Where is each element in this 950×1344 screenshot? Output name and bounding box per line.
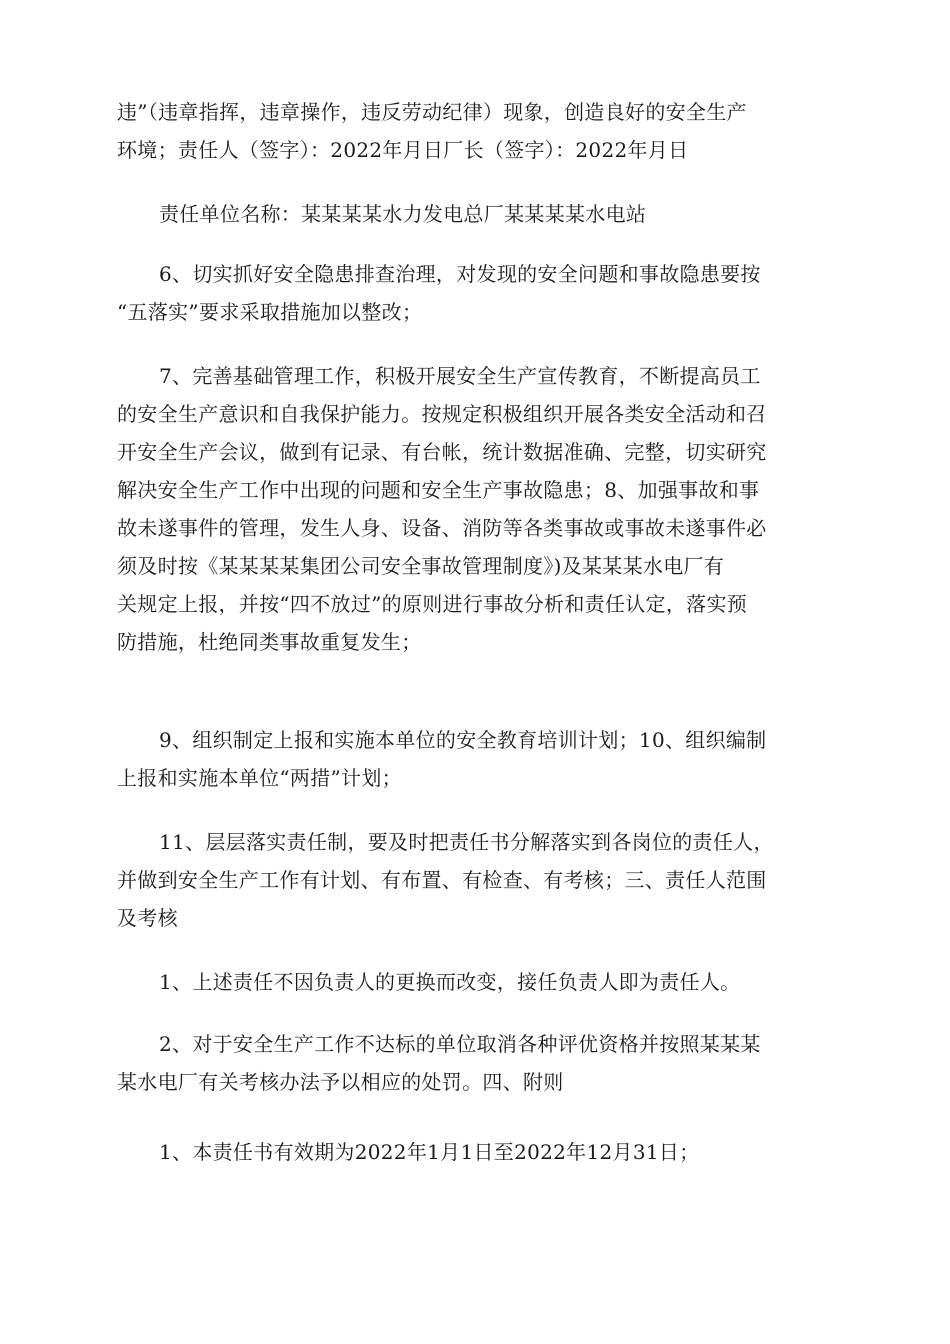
text-line: 及考核 xyxy=(117,906,178,930)
text-line: 开安全生产会议，做到有记录、有台帐，统计数据准确、完整，切实研究 xyxy=(117,440,767,464)
text-line: 6、切实抓好安全隐患排查治理，对发现的安全问题和事故隐患要按 xyxy=(159,262,761,286)
text-line: 关规定上报，并按“四不放过”的原则进行事故分析和责任认定，落实预 xyxy=(117,592,748,616)
paragraph-scope-1 xyxy=(117,963,839,1001)
paragraph-continuation-signatures xyxy=(117,93,839,169)
paragraph-item-6 xyxy=(117,255,839,331)
text-line: 9、组织制定上报和实施本单位的安全教育培训计划；10、组织编制 xyxy=(159,728,767,752)
paragraph-item-9-10 xyxy=(117,721,839,797)
text-line: 责任单位名称：某某某某水力发电总厂某某某某水电站 xyxy=(159,202,647,226)
text-line: 防措施，杜绝同类事故重复发生； xyxy=(117,630,422,654)
text-line: 故未遂事件的管理，发生人身、设备、消防等各类事故或事故未遂事件必 xyxy=(117,516,767,540)
text-line: 1、上述责任不因负责人的更换而改变，接任负责人即为责任人。 xyxy=(159,970,741,994)
paragraph-item-7-8 xyxy=(117,357,839,661)
paragraph-item-11-section-3 xyxy=(117,823,839,937)
paragraph-appendix-1 xyxy=(117,1133,839,1171)
text-line: 1、本责任书有效期为2022年1月1日至2022年12月31日； xyxy=(159,1140,700,1164)
text-line: 2、对于安全生产工作不达标的单位取消各种评优资格并按照某某某 xyxy=(159,1032,761,1056)
text-line: 须及时按《某某某某集团公司安全事故管理制度》)及某某某水电厂有 xyxy=(117,554,725,578)
text-line: 某水电厂有关考核办法予以相应的处罚。四、附则 xyxy=(117,1070,564,1094)
text-line: 违”（违章指挥，违章操作，违反劳动纪律）现象，创造良好的安全生产 xyxy=(117,100,747,124)
paragraph-responsible-unit xyxy=(117,195,839,233)
text-line: 上报和实施本单位“两措”计划； xyxy=(117,766,402,790)
text-line: 环境；责任人（签字）：2022年月日厂长（签字）：2022年月日 xyxy=(117,138,689,162)
text-line: 7、完善基础管理工作，积极开展安全生产宣传教育，不断提高员工 xyxy=(159,364,761,388)
text-line: “五落实”要求采取措施加以整改； xyxy=(117,300,423,324)
text-line: 11、层层落实责任制，要及时把责任书分解落实到各岗位的责任人， xyxy=(159,830,774,854)
text-line: 解决安全生产工作中出现的问题和安全生产事故隐患；8、加强事故和事 xyxy=(117,478,760,502)
text-line: 并做到安全生产工作有计划、有布置、有检查、有考核；三、责任人范围 xyxy=(117,868,767,892)
paragraph-scope-2-section-4 xyxy=(117,1025,839,1101)
text-line: 的安全生产意识和自我保护能力。按规定积极组织开展各类安全活动和召 xyxy=(117,402,767,426)
